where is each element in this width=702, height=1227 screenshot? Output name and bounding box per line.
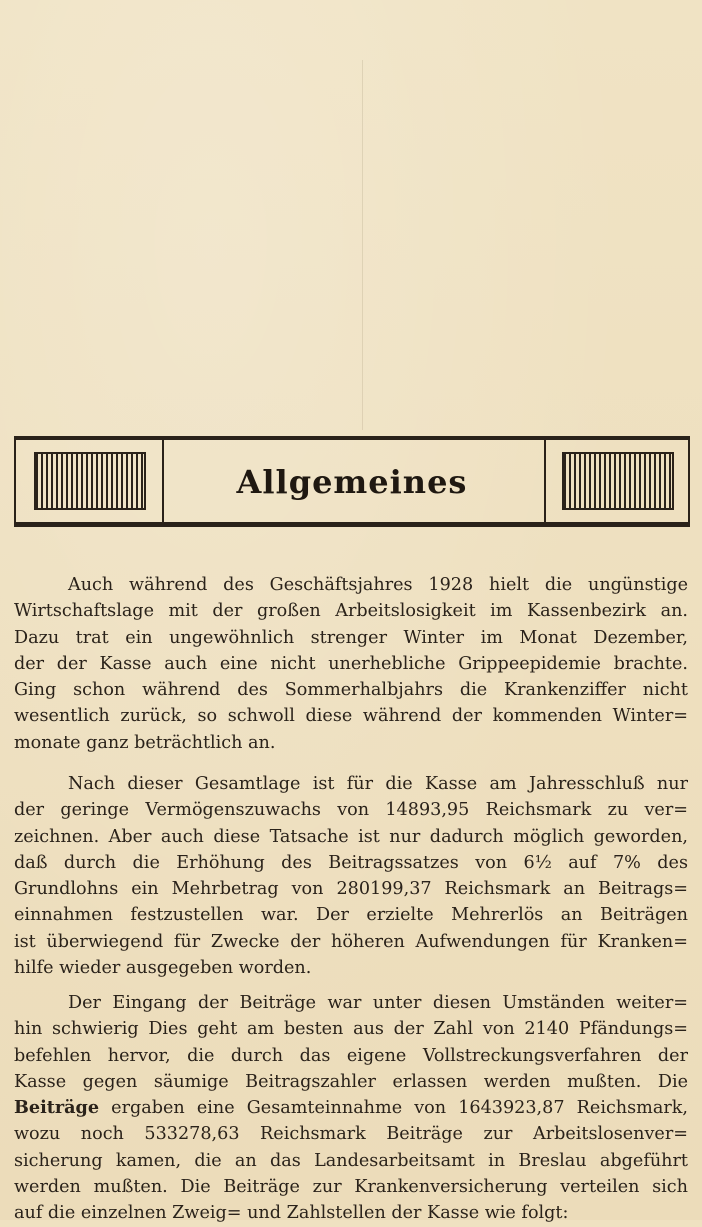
banner-right-divider (544, 440, 546, 522)
hatched-ornament-right (562, 452, 674, 510)
text-line: Der Eingang der Beiträge war unter diesen Umständen weiter= (68, 993, 688, 1013)
text-line: Nach dieser Gesamtlage ist für die Kasse am Jahresschluß nur (68, 774, 688, 794)
text-line: der geringe Vermögenszuwachs von 14893,95 Reichsmark zu ver= (14, 800, 688, 821)
text-line: hilfe wieder ausgegeben worden. (14, 958, 312, 979)
text-line: auf die einzelnen Zweig= und Zahlstellen der Kasse wie folgt: (14, 1203, 569, 1224)
text-line: daß durch die Erhöhung des Beitragssatzes von 6½ auf 7% des (14, 852, 688, 873)
paragraph-1 (14, 572, 688, 756)
paragraph-2 (14, 771, 688, 981)
text-line: Dazu trat ein ungewöhnlich strenger Winter im Monat Dezember, (14, 627, 688, 648)
text-line: der der Kasse auch eine nicht unerhebliche Grippeepidemie brachte. (14, 653, 688, 674)
text-line: zeichnen. Aber auch diese Tatsache ist nur dadurch möglich geworden, (14, 826, 688, 847)
text-line: monate ganz beträchtlich an. (14, 732, 276, 753)
banner-bottom-rule (14, 522, 690, 527)
text-line: werden mußten. Die Beiträge zur Krankenversicherung verteilen sich (14, 1177, 688, 1198)
banner-right-edge (688, 440, 690, 522)
text-line-with-bold (14, 1095, 688, 1121)
text-line: ist überwiegend für Zwecke der höheren Aufwendungen für Kranken= (14, 931, 688, 952)
hatched-ornament-left (34, 452, 146, 510)
text-line: wozu noch 533278,63 Reichsmark Beiträge zur Arbeitslosenver= (14, 1124, 688, 1145)
text-line: Wirtschaftslage mit der großen Arbeitslosigkeit im Kassenbezirk an. (14, 601, 688, 622)
banner-top-rule (14, 436, 690, 440)
text-line: befehlen hervor, die durch das eigene Vollstreckungsverfahren der (14, 1045, 688, 1066)
bold-keyword: Beiträge (14, 1097, 100, 1119)
bleed-through-rule (362, 60, 363, 430)
text-line: einnahmen festzustellen war. Der erzielte Mehrerlös an Beiträgen (14, 905, 688, 926)
text-line: Kasse gegen säumige Beitragszahler erlassen werden mußten. Die (14, 1071, 688, 1092)
text-line: sicherung kamen, die an das Landesarbeitsamt in Breslau abgeführt (14, 1150, 688, 1171)
banner-left-edge (14, 440, 16, 522)
text-line: Ging schon während des Sommerhalbjahrs die Krankenziffer nicht (14, 680, 688, 701)
text-line: hin schwierig Dies geht am besten aus der Zahl von 2140 Pfändungs= (14, 1019, 688, 1040)
text-line: wesentlich zurück, so schwoll diese während der kommenden Winter= (14, 706, 688, 727)
text-line-rest: ergaben eine Gesamteinnahme von 1643923,87 Reichsmark, (99, 1098, 688, 1119)
text-line: Grundlohns ein Mehrbetrag von 280199,37 Reichsmark an Beitrags= (14, 879, 688, 900)
paragraph-3 (14, 990, 688, 1227)
section-heading-banner (14, 436, 690, 532)
text-line: Auch während des Geschäftsjahres 1928 hielt die ungünstige (68, 575, 688, 595)
section-title: Allgemeines (236, 463, 468, 501)
